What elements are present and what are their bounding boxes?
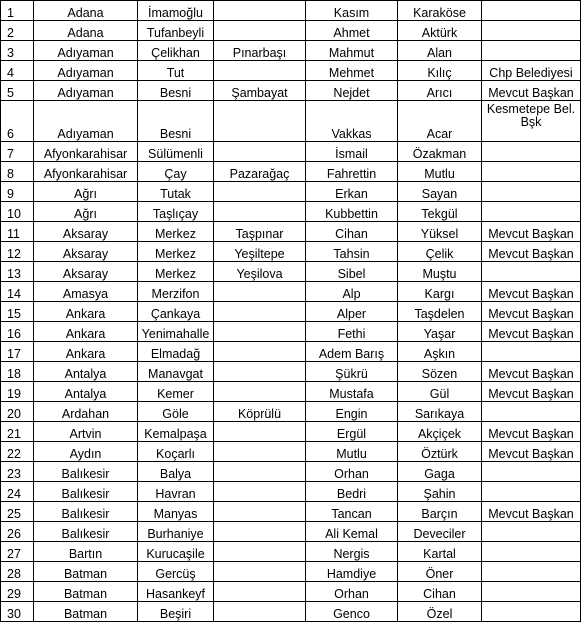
province-cell[interactable]: Adıyaman xyxy=(34,101,138,142)
last-name-cell[interactable]: Özel xyxy=(398,602,482,622)
table-row xyxy=(1,41,581,61)
row-number-cell[interactable]: 14 xyxy=(1,282,34,302)
table-row xyxy=(1,402,581,422)
first-name-cell[interactable]: Orhan xyxy=(306,462,398,482)
row-number-cell[interactable]: 29 xyxy=(1,582,34,602)
first-name-cell[interactable]: Mahmut xyxy=(306,41,398,61)
district-cell[interactable]: Merkez xyxy=(138,242,214,262)
row-number-cell[interactable]: 21 xyxy=(1,422,34,442)
province-cell[interactable]: Afyonkarahisar xyxy=(34,142,138,162)
note-cell[interactable] xyxy=(482,142,581,162)
note-cell[interactable] xyxy=(482,162,581,182)
first-name-cell[interactable]: Sibel xyxy=(306,262,398,282)
last-name-cell[interactable]: Muştu xyxy=(398,262,482,282)
table-row xyxy=(1,542,581,562)
row-number-cell[interactable]: 2 xyxy=(1,21,34,41)
district-cell[interactable]: Sülümenli xyxy=(138,142,214,162)
first-name-cell[interactable]: Alper xyxy=(306,302,398,322)
province-cell[interactable]: Adıyaman xyxy=(34,61,138,81)
note-cell[interactable] xyxy=(482,462,581,482)
last-name-cell[interactable]: Kılıç xyxy=(398,61,482,81)
row-number-cell[interactable]: 19 xyxy=(1,382,34,402)
last-name-cell[interactable]: Kargı xyxy=(398,282,482,302)
town-cell[interactable] xyxy=(214,422,306,442)
province-cell[interactable]: Artvin xyxy=(34,422,138,442)
town-cell[interactable] xyxy=(214,442,306,462)
first-name-cell[interactable]: Tancan xyxy=(306,502,398,522)
province-cell[interactable]: Aksaray xyxy=(34,242,138,262)
first-name-cell[interactable]: Cihan xyxy=(306,222,398,242)
district-cell[interactable]: Tutak xyxy=(138,182,214,202)
town-cell[interactable] xyxy=(214,101,306,142)
note-cell[interactable]: Mevcut Başkan xyxy=(482,302,581,322)
table-row xyxy=(1,322,581,342)
town-cell[interactable]: Yeşilova xyxy=(214,262,306,282)
table-row xyxy=(1,422,581,442)
row-number-cell[interactable]: 6 xyxy=(1,101,34,142)
province-cell[interactable]: Aksaray xyxy=(34,222,138,242)
town-cell[interactable] xyxy=(214,282,306,302)
last-name-cell[interactable]: Şahin xyxy=(398,482,482,502)
row-number-cell[interactable]: 10 xyxy=(1,202,34,222)
first-name-cell[interactable]: Nergis xyxy=(306,542,398,562)
note-cell[interactable] xyxy=(482,21,581,41)
row-number-cell[interactable]: 4 xyxy=(1,61,34,81)
row-number-cell[interactable]: 11 xyxy=(1,222,34,242)
table-row xyxy=(1,282,581,302)
note-cell[interactable] xyxy=(482,562,581,582)
town-cell[interactable] xyxy=(214,522,306,542)
province-cell[interactable]: Adıyaman xyxy=(34,41,138,61)
district-cell[interactable]: Elmadağ xyxy=(138,342,214,362)
table-row xyxy=(1,1,581,21)
table-row xyxy=(1,602,581,622)
town-cell[interactable] xyxy=(214,462,306,482)
district-cell[interactable]: Yenimahalle xyxy=(138,322,214,342)
row-number-cell[interactable]: 1 xyxy=(1,1,34,21)
table-row xyxy=(1,442,581,462)
note-cell[interactable]: Mevcut Başkan xyxy=(482,322,581,342)
row-number-cell[interactable]: 5 xyxy=(1,81,34,101)
first-name-cell[interactable]: Alp xyxy=(306,282,398,302)
first-name-cell[interactable]: Fahrettin xyxy=(306,162,398,182)
first-name-cell[interactable]: Şükrü xyxy=(306,362,398,382)
town-cell[interactable] xyxy=(214,142,306,162)
province-cell[interactable]: Adıyaman xyxy=(34,81,138,101)
first-name-cell[interactable]: Mutlu xyxy=(306,442,398,462)
district-cell[interactable]: Manavgat xyxy=(138,362,214,382)
province-cell[interactable]: Adana xyxy=(34,1,138,21)
first-name-cell[interactable]: Orhan xyxy=(306,582,398,602)
last-name-cell[interactable]: Arıcı xyxy=(398,81,482,101)
town-cell[interactable] xyxy=(214,502,306,522)
province-cell[interactable]: Ankara xyxy=(34,342,138,362)
last-name-cell[interactable]: Sözen xyxy=(398,362,482,382)
district-cell[interactable]: Besni xyxy=(138,81,214,101)
town-cell[interactable]: Yeşiltepe xyxy=(214,242,306,262)
row-number-cell[interactable]: 13 xyxy=(1,262,34,282)
district-cell[interactable]: Burhaniye xyxy=(138,522,214,542)
town-cell[interactable] xyxy=(214,602,306,622)
table-row xyxy=(1,61,581,81)
province-cell[interactable]: Afyonkarahisar xyxy=(34,162,138,182)
province-cell[interactable]: Balıkesir xyxy=(34,462,138,482)
note-cell[interactable] xyxy=(482,482,581,502)
province-cell[interactable]: Balıkesir xyxy=(34,482,138,502)
row-number-cell[interactable]: 3 xyxy=(1,41,34,61)
table-row xyxy=(1,242,581,262)
note-cell[interactable]: Mevcut Başkan xyxy=(482,382,581,402)
row-number-cell[interactable]: 26 xyxy=(1,522,34,542)
town-cell[interactable] xyxy=(214,542,306,562)
table-row xyxy=(1,81,581,101)
district-cell[interactable]: Tut xyxy=(138,61,214,81)
table-row xyxy=(1,382,581,402)
district-cell[interactable]: Koçarlı xyxy=(138,442,214,462)
table-row xyxy=(1,462,581,482)
row-number-cell[interactable]: 28 xyxy=(1,562,34,582)
table-row xyxy=(1,202,581,222)
town-cell[interactable] xyxy=(214,482,306,502)
last-name-cell[interactable]: Öztürk xyxy=(398,442,482,462)
row-number-cell[interactable]: 23 xyxy=(1,462,34,482)
table-row xyxy=(1,362,581,382)
town-cell[interactable] xyxy=(214,1,306,21)
last-name-cell[interactable]: Sarıkaya xyxy=(398,402,482,422)
first-name-cell[interactable]: Engin xyxy=(306,402,398,422)
first-name-cell[interactable]: Genco xyxy=(306,602,398,622)
table-row xyxy=(1,142,581,162)
row-number-cell[interactable]: 27 xyxy=(1,542,34,562)
town-cell[interactable] xyxy=(214,342,306,362)
table-row xyxy=(1,302,581,322)
district-cell[interactable]: Merkez xyxy=(138,262,214,282)
last-name-cell[interactable]: Mutlu xyxy=(398,162,482,182)
last-name-cell[interactable]: Cihan xyxy=(398,582,482,602)
table-row xyxy=(1,482,581,502)
first-name-cell[interactable]: Hamdiye xyxy=(306,562,398,582)
row-number-cell[interactable]: 15 xyxy=(1,302,34,322)
note-cell[interactable] xyxy=(482,202,581,222)
note-cell[interactable]: Chp Belediyesi xyxy=(482,61,581,81)
province-cell[interactable]: Ağrı xyxy=(34,182,138,202)
first-name-cell[interactable]: Tahsin xyxy=(306,242,398,262)
first-name-cell[interactable]: Adem Barış xyxy=(306,342,398,362)
first-name-cell[interactable]: Ahmet xyxy=(306,21,398,41)
province-cell[interactable]: Aydın xyxy=(34,442,138,462)
province-cell[interactable]: Ağrı xyxy=(34,202,138,222)
first-name-cell[interactable]: Ergül xyxy=(306,422,398,442)
last-name-cell[interactable]: Alan xyxy=(398,41,482,61)
note-cell[interactable] xyxy=(482,402,581,422)
last-name-cell[interactable]: Yüksel xyxy=(398,222,482,242)
note-cell[interactable]: Mevcut Başkan xyxy=(482,442,581,462)
row-number-cell[interactable]: 20 xyxy=(1,402,34,422)
first-name-cell[interactable]: Kasım xyxy=(306,1,398,21)
note-cell[interactable]: Mevcut Başkan xyxy=(482,422,581,442)
note-cell[interactable] xyxy=(482,182,581,202)
town-cell[interactable] xyxy=(214,382,306,402)
table-row xyxy=(1,522,581,542)
province-cell[interactable]: Antalya xyxy=(34,362,138,382)
province-cell[interactable]: Balıkesir xyxy=(34,522,138,542)
province-cell[interactable]: Ankara xyxy=(34,322,138,342)
last-name-cell[interactable]: Yaşar xyxy=(398,322,482,342)
note-cell[interactable]: Mevcut Başkan xyxy=(482,502,581,522)
last-name-cell[interactable]: Kartal xyxy=(398,542,482,562)
district-cell[interactable]: Havran xyxy=(138,482,214,502)
last-name-cell[interactable]: Acar xyxy=(398,101,482,142)
table-row xyxy=(1,562,581,582)
province-cell[interactable]: Batman xyxy=(34,582,138,602)
district-cell[interactable]: Hasankeyf xyxy=(138,582,214,602)
last-name-cell[interactable]: Öner xyxy=(398,562,482,582)
town-cell[interactable] xyxy=(214,322,306,342)
last-name-cell[interactable]: Taşdelen xyxy=(398,302,482,322)
province-cell[interactable]: Adana xyxy=(34,21,138,41)
note-cell[interactable]: Kesmetepe Bel. Bşk xyxy=(482,101,581,142)
province-cell[interactable]: Amasya xyxy=(34,282,138,302)
last-name-cell[interactable]: Aşkın xyxy=(398,342,482,362)
province-cell[interactable]: Batman xyxy=(34,562,138,582)
district-cell[interactable]: Göle xyxy=(138,402,214,422)
table-row xyxy=(1,262,581,282)
first-name-cell[interactable]: İsmail xyxy=(306,142,398,162)
province-cell[interactable]: Ankara xyxy=(34,302,138,322)
district-cell[interactable]: Gercüş xyxy=(138,562,214,582)
last-name-cell[interactable]: Aktürk xyxy=(398,21,482,41)
district-cell[interactable]: İmamoğlu xyxy=(138,1,214,21)
last-name-cell[interactable]: Barçın xyxy=(398,502,482,522)
province-cell[interactable]: Antalya xyxy=(34,382,138,402)
table-row xyxy=(1,162,581,182)
note-cell[interactable] xyxy=(482,41,581,61)
row-number-cell[interactable]: 16 xyxy=(1,322,34,342)
note-cell[interactable] xyxy=(482,602,581,622)
row-number-cell[interactable]: 18 xyxy=(1,362,34,382)
first-name-cell[interactable]: Bedri xyxy=(306,482,398,502)
table-row xyxy=(1,101,581,142)
province-cell[interactable]: Aksaray xyxy=(34,262,138,282)
district-cell[interactable]: Kurucaşile xyxy=(138,542,214,562)
table-row xyxy=(1,582,581,602)
district-cell[interactable]: Tufanbeyli xyxy=(138,21,214,41)
table-row xyxy=(1,222,581,242)
town-cell[interactable] xyxy=(214,562,306,582)
note-cell[interactable] xyxy=(482,262,581,282)
last-name-cell[interactable]: Çelik xyxy=(398,242,482,262)
first-name-cell[interactable]: Kubbettin xyxy=(306,202,398,222)
last-name-cell[interactable]: Gül xyxy=(398,382,482,402)
table-row xyxy=(1,21,581,41)
first-name-cell[interactable]: Erkan xyxy=(306,182,398,202)
last-name-cell[interactable]: Deveciler xyxy=(398,522,482,542)
first-name-cell[interactable]: Vakkas xyxy=(306,101,398,142)
table-row xyxy=(1,182,581,202)
row-number-cell[interactable]: 25 xyxy=(1,502,34,522)
row-number-cell[interactable]: 12 xyxy=(1,242,34,262)
town-cell[interactable]: Şambayat xyxy=(214,81,306,101)
table-row xyxy=(1,342,581,362)
table-body xyxy=(1,1,581,622)
first-name-cell[interactable]: Mehmet xyxy=(306,61,398,81)
district-cell[interactable]: Merzifon xyxy=(138,282,214,302)
note-cell[interactable] xyxy=(482,542,581,562)
town-cell[interactable] xyxy=(214,362,306,382)
town-cell[interactable] xyxy=(214,202,306,222)
town-cell[interactable] xyxy=(214,582,306,602)
district-cell[interactable]: Merkez xyxy=(138,222,214,242)
district-cell[interactable]: Kemalpaşa xyxy=(138,422,214,442)
district-cell[interactable]: Besni xyxy=(138,101,214,142)
row-number-cell[interactable]: 8 xyxy=(1,162,34,182)
note-cell[interactable] xyxy=(482,522,581,542)
district-cell[interactable]: Kemer xyxy=(138,382,214,402)
town-cell[interactable]: Köprülü xyxy=(214,402,306,422)
province-cell[interactable]: Balıkesir xyxy=(34,502,138,522)
first-name-cell[interactable]: Fethi xyxy=(306,322,398,342)
town-cell[interactable] xyxy=(214,61,306,81)
district-cell[interactable]: Çay xyxy=(138,162,214,182)
table-row xyxy=(1,502,581,522)
district-cell[interactable]: Çelikhan xyxy=(138,41,214,61)
last-name-cell[interactable]: Gaga xyxy=(398,462,482,482)
row-number-cell[interactable]: 9 xyxy=(1,182,34,202)
province-cell[interactable]: Bartın xyxy=(34,542,138,562)
last-name-cell[interactable]: Tekgül xyxy=(398,202,482,222)
town-cell[interactable] xyxy=(214,21,306,41)
note-cell[interactable]: Mevcut Başkan xyxy=(482,362,581,382)
district-cell[interactable]: Balya xyxy=(138,462,214,482)
first-name-cell[interactable]: Ali Kemal xyxy=(306,522,398,542)
district-cell[interactable]: Çankaya xyxy=(138,302,214,322)
first-name-cell[interactable]: Nejdet xyxy=(306,81,398,101)
note-cell[interactable]: Mevcut Başkan xyxy=(482,242,581,262)
province-cell[interactable]: Batman xyxy=(34,602,138,622)
town-cell[interactable] xyxy=(214,182,306,202)
district-cell[interactable]: Taşlıçay xyxy=(138,202,214,222)
row-number-cell[interactable]: 7 xyxy=(1,142,34,162)
last-name-cell[interactable]: Karaköse xyxy=(398,1,482,21)
row-number-cell[interactable]: 17 xyxy=(1,342,34,362)
town-cell[interactable]: Pınarbaşı xyxy=(214,41,306,61)
town-cell[interactable]: Taşpınar xyxy=(214,222,306,242)
last-name-cell[interactable]: Sayan xyxy=(398,182,482,202)
province-cell[interactable]: Ardahan xyxy=(34,402,138,422)
note-cell[interactable] xyxy=(482,582,581,602)
note-cell[interactable]: Mevcut Başkan xyxy=(482,222,581,242)
first-name-cell[interactable]: Mustafa xyxy=(306,382,398,402)
town-cell[interactable]: Pazarağaç xyxy=(214,162,306,182)
row-number-cell[interactable]: 30 xyxy=(1,602,34,622)
note-cell[interactable]: Mevcut Başkan xyxy=(482,81,581,101)
last-name-cell[interactable]: Özakman xyxy=(398,142,482,162)
town-cell[interactable] xyxy=(214,302,306,322)
note-cell[interactable]: Mevcut Başkan xyxy=(482,282,581,302)
row-number-cell[interactable]: 22 xyxy=(1,442,34,462)
district-cell[interactable]: Beşiri xyxy=(138,602,214,622)
district-cell[interactable]: Manyas xyxy=(138,502,214,522)
row-number-cell[interactable]: 24 xyxy=(1,482,34,502)
last-name-cell[interactable]: Akçiçek xyxy=(398,422,482,442)
note-cell[interactable] xyxy=(482,1,581,21)
note-cell[interactable] xyxy=(482,342,581,362)
